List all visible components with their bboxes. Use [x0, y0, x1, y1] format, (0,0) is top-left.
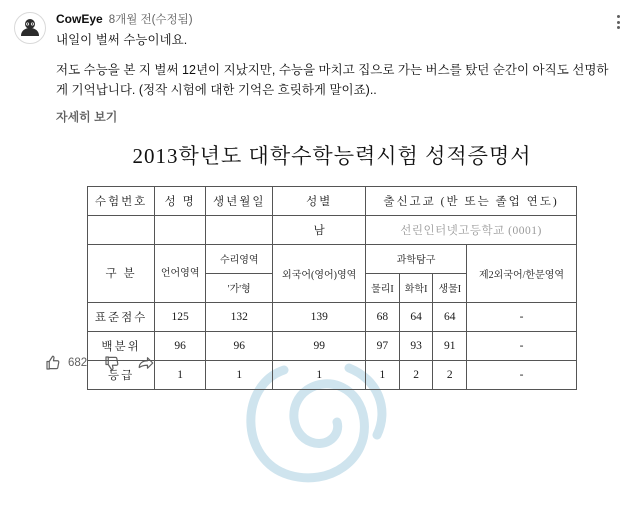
header-second-lang: 제2외국어/한문영역 [467, 244, 577, 302]
cell-standard-chemistry: 64 [399, 302, 433, 331]
cell-standard-english: 139 [273, 302, 366, 331]
header-biology: 생물I [433, 273, 467, 302]
cell-grade-korean: 1 [155, 360, 206, 389]
cell-grade-chemistry: 2 [399, 360, 433, 389]
kebab-menu-icon[interactable] [610, 14, 626, 30]
cell-standard-second: - [467, 302, 577, 331]
attached-score-report[interactable] [54, 140, 610, 390]
header-gender: 성별 [273, 186, 366, 215]
header-birth: 생년월일 [206, 186, 273, 215]
value-name [155, 215, 206, 244]
comment-author[interactable]: CowEye [56, 12, 103, 26]
comment-line-1: 내일이 벌써 수능이네요. [56, 32, 188, 47]
table-row [88, 215, 577, 244]
header-school: 출신고교 (반 또는 졸업 연도) [366, 186, 577, 215]
header-chemistry: 화학I [399, 273, 433, 302]
table-row [88, 331, 577, 360]
value-exam-no [88, 215, 155, 244]
like-button[interactable] [44, 354, 87, 372]
score-table [87, 186, 577, 390]
cell-grade-math: 1 [206, 360, 273, 389]
thumbs-up-icon [44, 354, 62, 372]
comment-timestamp[interactable]: 8개월 전(수정됨) [108, 14, 193, 26]
cell-grade-second: - [467, 360, 577, 389]
cell-percentile-korean: 96 [155, 331, 206, 360]
table-row [88, 302, 577, 331]
show-more-button[interactable]: 자세히 보기 [56, 109, 118, 124]
comment-line-2: 저도 수능을 본 지 벌써 12년이 지났지만, 수능을 마치고 집으로 가는 버스를 탔던 순간이 아직도 선명하게 기억납니다. (정작 시험에 대한 기억은 흐릿하게 말이죠).. [56, 63, 609, 97]
header-science: 과학탐구 [366, 244, 467, 273]
header-exam-no: 수험번호 [88, 186, 155, 215]
table-row [88, 244, 577, 273]
value-school: 선린인터넷고등학교 (0001) [366, 215, 577, 244]
cell-grade-english: 1 [273, 360, 366, 389]
comment-body [56, 31, 616, 100]
cell-grade-biology: 2 [433, 360, 467, 389]
table-row [88, 186, 577, 215]
cell-standard-physics: 68 [366, 302, 400, 331]
header-english: 외국어(영어)영역 [273, 244, 366, 302]
comment-header [14, 12, 626, 126]
header-division: 구 분 [88, 244, 155, 302]
cell-percentile-physics: 97 [366, 331, 400, 360]
cell-percentile-math: 96 [206, 331, 273, 360]
cell-percentile-chemistry: 93 [399, 331, 433, 360]
like-count: 682 [68, 356, 88, 369]
cell-standard-biology: 64 [433, 302, 467, 331]
document-title: 2013학년도 대학수학능력시험 성적증명서 [132, 143, 532, 168]
cell-percentile-second: - [467, 331, 577, 360]
comment-meta [56, 12, 626, 28]
header-physics: 물리I [366, 273, 400, 302]
cell-percentile-english: 99 [273, 331, 366, 360]
row-label-percentile: 백분위 [88, 331, 155, 360]
cell-standard-korean: 125 [155, 302, 206, 331]
header-korean-label: 언어영역 [160, 267, 200, 279]
cell-percentile-biology: 91 [433, 331, 467, 360]
header-math: 수리영역 [206, 244, 273, 273]
header-name: 성 명 [155, 186, 206, 215]
cell-standard-math: 132 [206, 302, 273, 331]
value-birth [206, 215, 273, 244]
row-label-standard-score: 표준점수 [88, 302, 155, 331]
header-math-type: '가'형 [206, 273, 273, 302]
table-row [88, 360, 577, 389]
user-avatar-icon[interactable] [14, 12, 46, 44]
value-gender: 남 [273, 215, 366, 244]
cell-grade-physics: 1 [366, 360, 400, 389]
header-korean [155, 244, 206, 302]
row-label-grade: 등급 [88, 360, 155, 389]
